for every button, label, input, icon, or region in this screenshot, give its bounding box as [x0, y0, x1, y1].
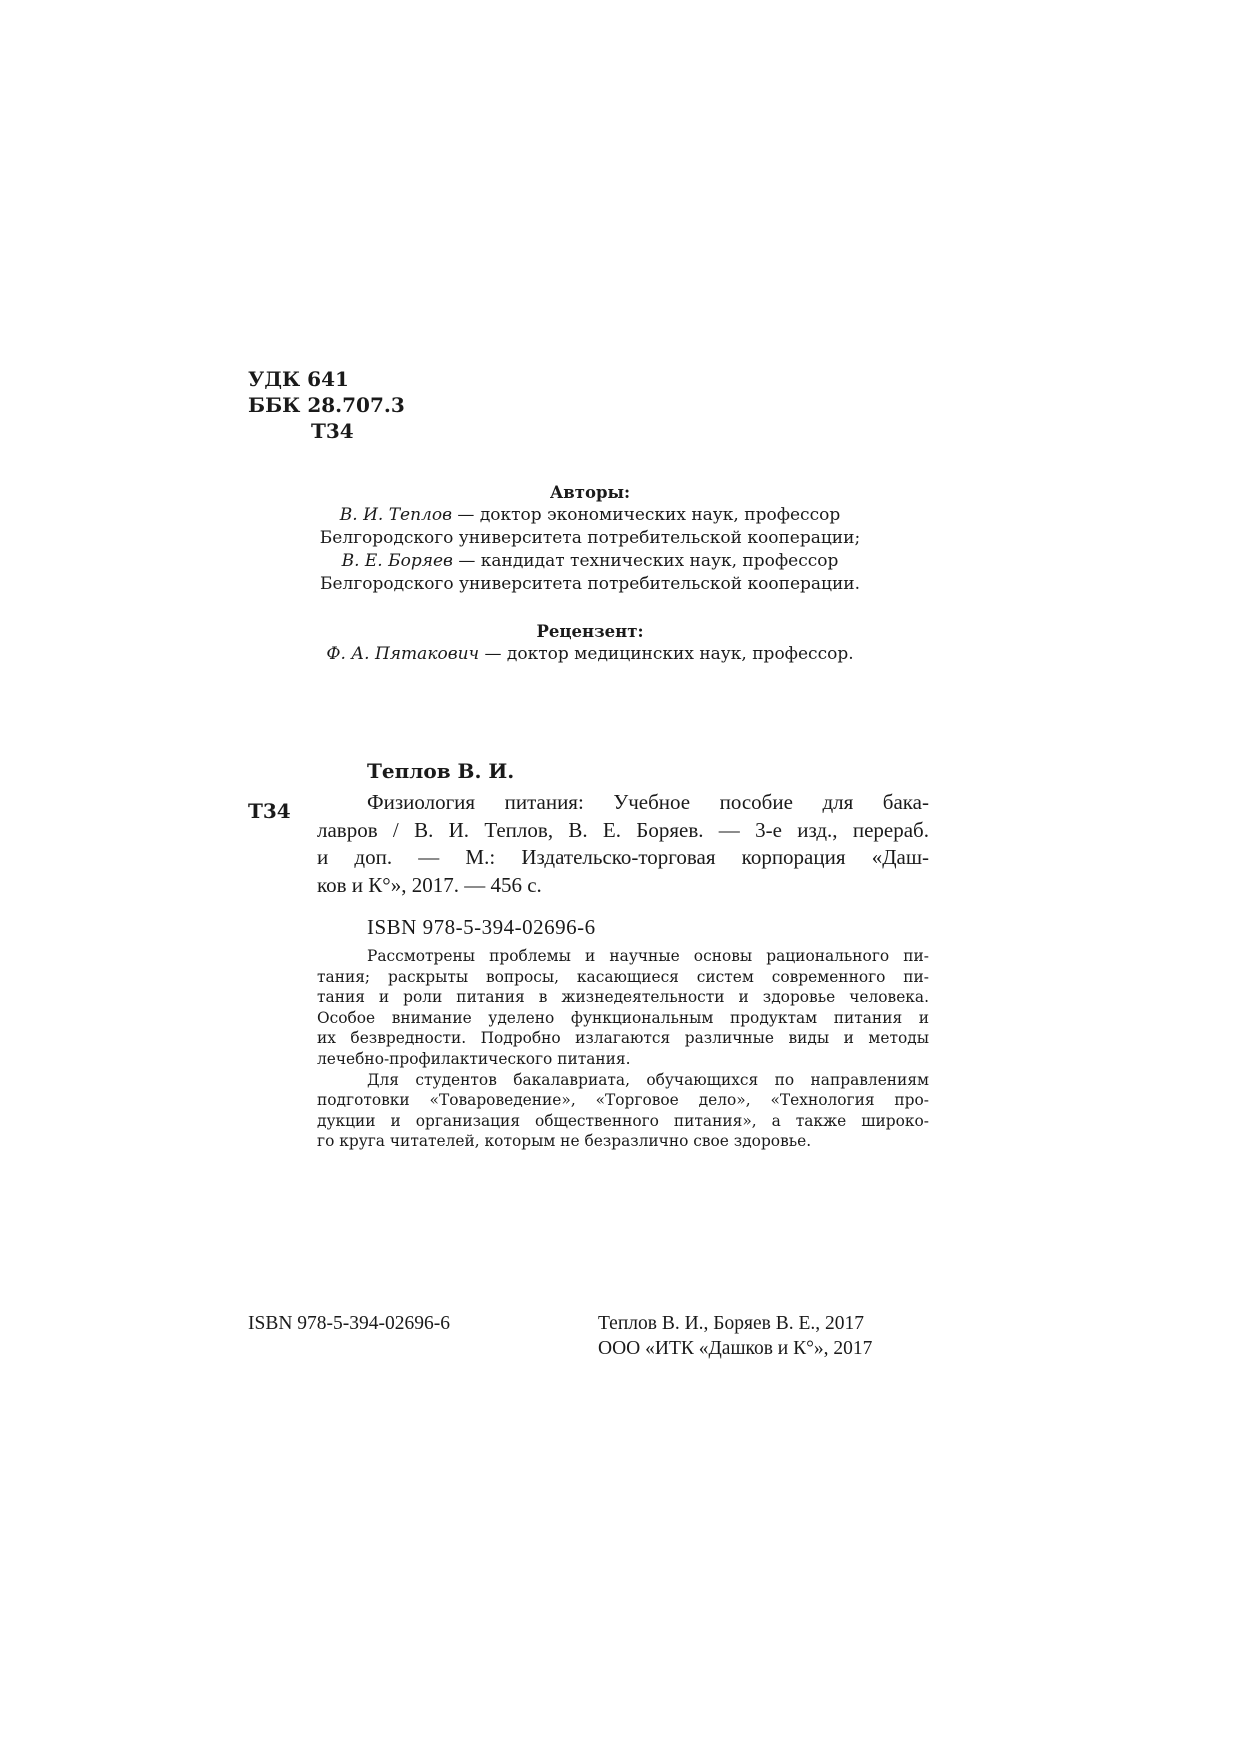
- annotation-line: дукции и организация общественного питания», а также широко-: [317, 1111, 929, 1130]
- annotation-line: Особое внимание уделено функциональным продуктам питания и: [317, 1008, 929, 1027]
- annotation-line: лечебно-профилактического питания.: [317, 1049, 631, 1068]
- bibliographic-card: [317, 757, 929, 940]
- author-mark: Т34: [311, 419, 354, 443]
- author-name: В. Е. Боряев: [341, 551, 453, 571]
- copyright-line: Теплов В. И., Боряев В. Е., 2017: [598, 1313, 864, 1334]
- author-affiliation: Белгородского университета потребительской кооперации;: [319, 528, 861, 548]
- author-affiliation: Белгородского университета потребительской кооперации.: [319, 574, 861, 594]
- author-entry: [250, 504, 930, 527]
- description-line: лавров / В. И. Теплов, В. Е. Боряев. — 3-е изд., перераб.: [317, 817, 929, 842]
- description-line: ков и К°», 2017. — 456 с.: [317, 872, 542, 897]
- card-mark: Т34: [248, 799, 291, 823]
- reviewer-block: [250, 620, 930, 666]
- reviewer-entry: [250, 643, 930, 666]
- udk-code: УДК 641: [248, 367, 349, 391]
- authors-heading: Авторы:: [549, 483, 631, 502]
- author-role: — доктор экономических наук, профессор: [452, 505, 841, 525]
- description-line: и доп. — М.: Издательско-торговая корпорация «Даш-: [317, 845, 929, 869]
- reviewer-name: Ф. А. Пятакович: [326, 644, 480, 664]
- card-description: [317, 789, 929, 899]
- copyright-line: ООО «ИТК «Дашков и К°», 2017: [598, 1338, 873, 1359]
- author-name: В. И. Теплов: [339, 505, 453, 525]
- annotation-line: подготовки «Товароведение», «Торговое дело», «Технология про-: [317, 1091, 929, 1110]
- annotation-line: тания; раскрыты вопросы, касающиеся систем современного пи-: [317, 967, 929, 986]
- bbk-code: ББК 28.707.3: [248, 393, 405, 417]
- authors-block: [250, 481, 930, 596]
- annotation-line: го круга читателей, которым не безразлично свое здоровье.: [317, 1132, 812, 1151]
- card-isbn: ISBN 978-5-394-02696-6: [367, 915, 596, 939]
- annotation: [317, 946, 929, 1152]
- footer-copyright: [598, 1311, 872, 1361]
- annotation-line: их безвредности. Подробно излагаются различные виды и методы: [317, 1029, 929, 1048]
- annotation-line: Для студентов бакалавриата, обучающихся по направлениям: [367, 1070, 929, 1089]
- footer-isbn: ISBN 978-5-394-02696-6: [248, 1313, 451, 1334]
- card-author: Теплов В. И.: [367, 759, 515, 783]
- reviewer-heading: Рецензент:: [536, 622, 644, 641]
- annotation-line: тания и роли питания в жизнедеятельности и здоровье человека.: [317, 988, 929, 1007]
- annotation-line: Рассмотрены проблемы и научные основы рационального пи-: [367, 947, 929, 965]
- author-entry: [250, 550, 930, 573]
- author-role: — кандидат технических наук, профессор: [452, 551, 839, 571]
- reviewer-role: — доктор медицинских наук, профессор.: [479, 644, 854, 664]
- description-line: Физиология питания: Учебное пособие для бака-: [367, 790, 929, 814]
